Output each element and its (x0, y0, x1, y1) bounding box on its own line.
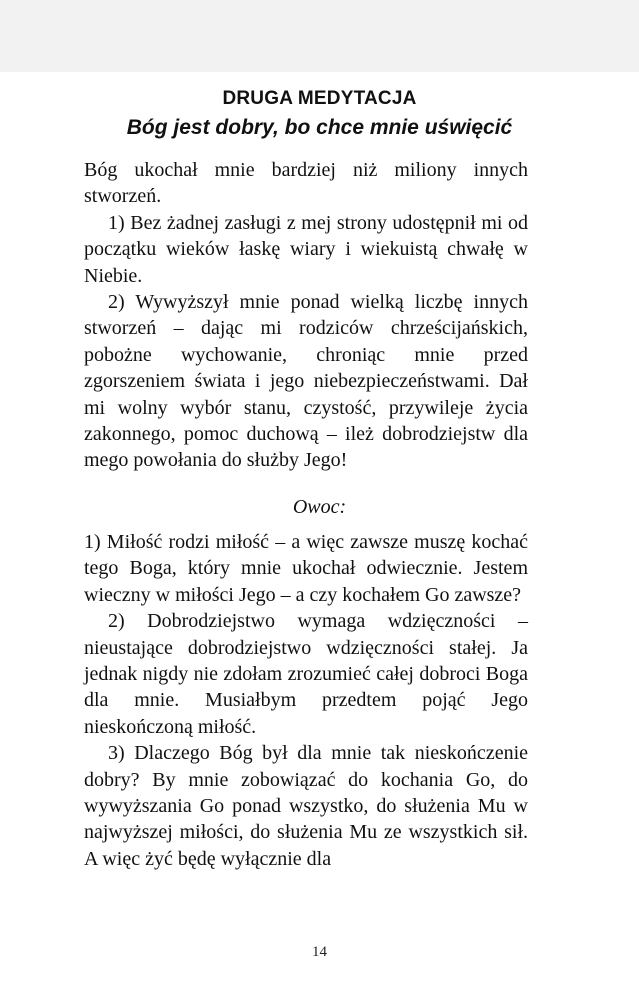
chapter-subtitle: Bóg jest dobry, bo chce mnie uświęcić (126, 116, 513, 139)
paragraph: 3) Dlaczego Bóg był dla mnie tak nieskończenie dobry? By mnie zobowiązać do kochania Go, do wywyższania Go ponad wszystko, do służenia Mu w najwyższej miłości, do służenia Mu ze wszystkich sił. A więc żyć będę wyłącznie dla (84, 742, 528, 870)
chapter-title: DRUGA MEDYTACJA (222, 88, 417, 109)
paragraph: 2) Dobrodziejstwo wymaga wdzięczności – nieustające dobrodziejstwo wdzięczności stałej. Ja jednak nigdy nie zdołam zrozumieć całej dobroci Boga dla mnie. Musiałbym przedtem pojąć Jego nieskończoną miłość. (84, 610, 528, 738)
fruit-heading: Owoc: (292, 496, 347, 518)
paragraph: 1) Miłość rodzi miłość – a więc zawsze muszę kochać tego Boga, który mnie ukochał odwiecznie. Jestem wieczny w miłości Jego – a czy kochałem Go zawsze? (84, 531, 528, 606)
fruit-text (84, 529, 528, 872)
paragraph: 2) Wywyższył mnie ponad wielką liczbę innych stworzeń – dając mi rodziców chrześcijańskich, pobożne wychowanie, chroniąc mnie przed zgorszeniem świata i jego niebezpieczeństwami. Dał mi wolny wybór stanu, czystość, przywileje życia zakonnego, pomoc duchową – ileż dobrodziejstw dla mego powołania do służby Jego! (84, 291, 528, 472)
page-number: 14 (312, 944, 327, 960)
meditation-text (84, 157, 528, 474)
scan-top-margin (0, 0, 639, 72)
paragraph: 1) Bez żadnej zasługi z mej strony udostępnił mi od początku wieków łaskę wiary i wiekuistą chwałę w Niebie. (84, 211, 528, 287)
paragraph: Bóg ukochał mnie bardziej niż miliony innych stworzeń. (84, 159, 528, 208)
